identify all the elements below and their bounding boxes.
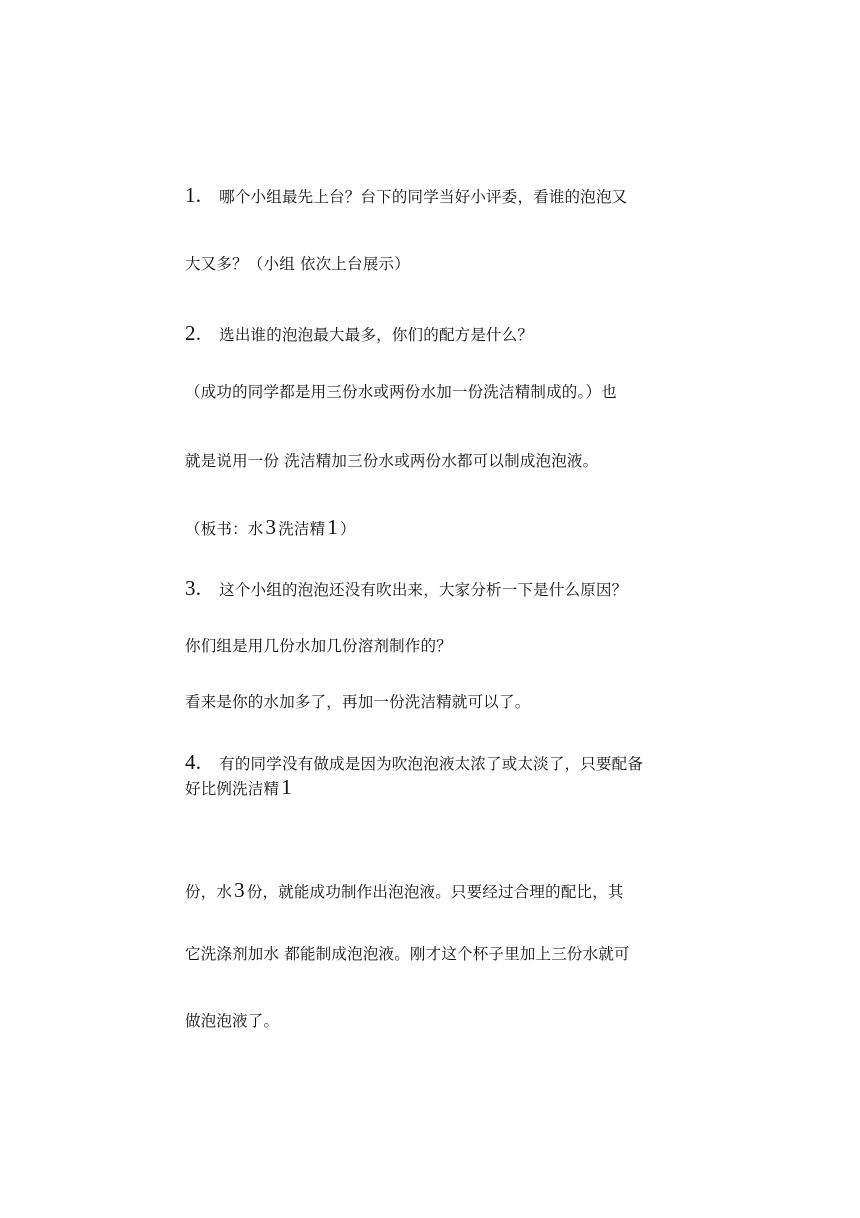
item4-line5: 做泡泡液了。 <box>185 1012 280 1030</box>
board-suffix: ） <box>340 520 356 538</box>
item3-text1: 这个小组的泡泡还没有吹出来，大家分析一下是什么原因？ <box>219 581 628 599</box>
item3-line1 <box>185 578 627 600</box>
item2-board-note <box>185 517 356 539</box>
item4-text2: 好比例洗洁精 <box>185 780 280 798</box>
item4-line4: 它洗涤剂加水 都能制成泡泡液。刚才这个杯子里加上三份水就可 <box>185 945 630 963</box>
item4-line1 <box>185 752 643 774</box>
board-water-number: 3 <box>265 515 277 539</box>
item1-line1 <box>185 185 627 207</box>
board-mid: 洗洁精 <box>278 520 326 538</box>
item4-soap-number: 1 <box>281 775 292 799</box>
board-soap-number: 1 <box>327 515 339 539</box>
item2-number: 2. <box>185 321 202 345</box>
item4-text3b: 份，就能成功制作出泡泡液。只要经过合理的配比，其 <box>246 883 624 901</box>
board-prefix: （板书：水 <box>185 520 264 538</box>
item2-line3: 就是说用一份 洗洁精加三份水或两份水都可以制成泡泡液。 <box>185 452 599 470</box>
item3-number: 3. <box>185 576 202 600</box>
item4-line2 <box>185 777 294 799</box>
item2-text1: 选出谁的泡泡最大最多，你们的配方是什么？ <box>219 326 534 344</box>
item4-text3a: 份，水 <box>185 883 233 901</box>
item1-text1: 哪个小组最先上台？台下的同学当好小评委，看谁的泡泡又 <box>219 188 628 206</box>
item2-line1 <box>185 323 533 345</box>
item3-line3: 看来是你的水加多了，再加一份洗洁精就可以了。 <box>185 693 531 711</box>
item4-number: 4. <box>185 750 202 774</box>
item1-line2: 大又多？（小组 依次上台展示） <box>185 255 410 273</box>
item2-line2: （成功的同学都是用三份水或两份水加一份洗洁精制成的。）也 <box>185 383 617 401</box>
item4-line3 <box>185 880 624 902</box>
item1-number: 1. <box>185 183 202 207</box>
item4-water-number: 3 <box>234 878 245 902</box>
item4-text1: 有的同学没有做成是因为吹泡泡液太浓了或太淡了，只要配备 <box>219 755 644 773</box>
item3-line2: 你们组是用几份水加几份溶剂制作的？ <box>185 637 452 655</box>
